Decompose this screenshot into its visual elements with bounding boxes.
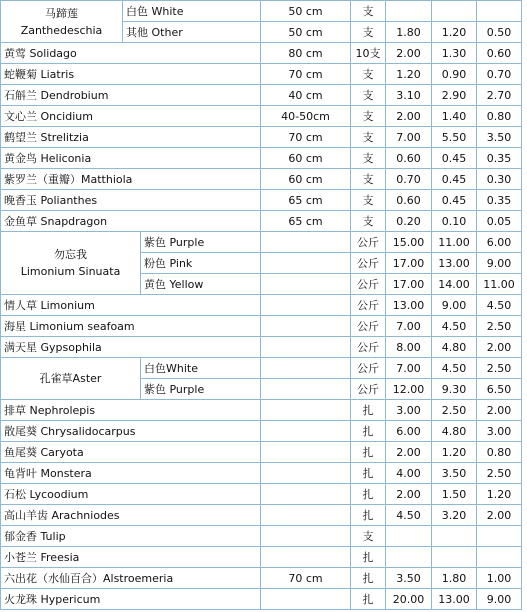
price-cell: 3.50 xyxy=(386,568,432,589)
price-cell: 2.50 xyxy=(432,400,477,421)
price-cell: 2.00 xyxy=(386,43,432,64)
price-cell: 0.90 xyxy=(432,64,477,85)
price-cell: 0.60 xyxy=(477,43,522,64)
table-row xyxy=(1,211,522,232)
price-cell xyxy=(432,547,477,568)
price-cell: 7.00 xyxy=(386,316,432,337)
size-cell xyxy=(261,400,351,421)
unit-cell: 支 xyxy=(351,211,386,232)
size-cell xyxy=(261,526,351,547)
variety-cell: 白色 White xyxy=(123,1,261,22)
unit-cell: 扎 xyxy=(351,568,386,589)
price-cell: 1.20 xyxy=(477,484,522,505)
price-cell: 4.50 xyxy=(432,316,477,337)
product-name-cell: 黄莺 Solidago xyxy=(1,43,261,64)
price-cell xyxy=(386,1,432,22)
size-cell xyxy=(261,232,351,253)
price-cell: 13.00 xyxy=(432,253,477,274)
price-cell: 0.35 xyxy=(477,148,522,169)
price-cell: 11.00 xyxy=(432,232,477,253)
table-row xyxy=(1,64,522,85)
size-cell xyxy=(261,274,351,295)
size-cell xyxy=(261,253,351,274)
size-cell xyxy=(261,421,351,442)
product-name-cell: 石斛兰 Dendrobium xyxy=(1,85,261,106)
price-cell: 9.00 xyxy=(432,295,477,316)
table-row xyxy=(1,169,522,190)
product-name-cell: 六出花（水仙百合）Alstroemeria xyxy=(1,568,261,589)
table-row xyxy=(1,127,522,148)
price-cell: 11.00 xyxy=(477,274,522,295)
product-name-cell: 高山羊齿 Arachniodes xyxy=(1,505,261,526)
table-row xyxy=(1,547,522,568)
unit-cell: 公斤 xyxy=(351,232,386,253)
unit-cell: 公斤 xyxy=(351,253,386,274)
unit-cell: 扎 xyxy=(351,547,386,568)
product-name-cell: 石松 Lycoodium xyxy=(1,484,261,505)
product-name-cell: 鱼尾葵 Caryota xyxy=(1,442,261,463)
price-cell: 0.60 xyxy=(386,190,432,211)
unit-cell: 公斤 xyxy=(351,274,386,295)
size-cell xyxy=(261,547,351,568)
table-row xyxy=(1,526,522,547)
price-cell: 1.00 xyxy=(477,568,522,589)
price-cell: 12.00 xyxy=(386,379,432,400)
table-row xyxy=(1,1,522,22)
price-cell: 15.00 xyxy=(386,232,432,253)
size-cell xyxy=(261,484,351,505)
unit-cell: 扎 xyxy=(351,505,386,526)
price-cell xyxy=(477,547,522,568)
price-cell: 0.70 xyxy=(386,169,432,190)
price-cell: 3.00 xyxy=(477,421,522,442)
unit-cell: 扎 xyxy=(351,484,386,505)
price-cell: 6.50 xyxy=(477,379,522,400)
table-row xyxy=(1,337,522,358)
price-cell: 0.80 xyxy=(477,442,522,463)
price-cell: 0.45 xyxy=(432,169,477,190)
product-name-cell: 晚香玉 Polianthes xyxy=(1,190,261,211)
price-cell: 1.80 xyxy=(386,22,432,43)
price-cell: 9.00 xyxy=(477,589,522,610)
unit-cell: 扎 xyxy=(351,400,386,421)
size-cell xyxy=(261,589,351,610)
size-cell: 70 cm xyxy=(261,127,351,148)
product-name-cell: 小苍兰 Freesia xyxy=(1,547,261,568)
price-cell: 4.50 xyxy=(477,295,522,316)
price-cell: 0.30 xyxy=(477,169,522,190)
variety-cell: 紫色 Purple xyxy=(141,379,261,400)
table-row xyxy=(1,589,522,610)
price-cell: 3.00 xyxy=(386,400,432,421)
unit-cell: 支 xyxy=(351,22,386,43)
product-name-cell: 文心兰 Oncidium xyxy=(1,106,261,127)
product-name-cell: 蛇鞭菊 Liatris xyxy=(1,64,261,85)
price-cell: 4.00 xyxy=(386,463,432,484)
price-cell: 2.00 xyxy=(386,442,432,463)
price-cell xyxy=(432,1,477,22)
table-row xyxy=(1,400,522,421)
unit-cell: 支 xyxy=(351,1,386,22)
table-row xyxy=(1,505,522,526)
unit-cell: 支 xyxy=(351,190,386,211)
price-cell: 7.00 xyxy=(386,358,432,379)
price-cell: 1.40 xyxy=(432,106,477,127)
product-name-cell: 火龙珠 Hypericum xyxy=(1,589,261,610)
product-name-cell: 满天星 Gypsophila xyxy=(1,337,261,358)
table-row xyxy=(1,568,522,589)
variety-cell: 白色White xyxy=(141,358,261,379)
unit-cell: 支 xyxy=(351,127,386,148)
price-cell: 6.00 xyxy=(477,232,522,253)
product-name-cell: 排草 Nephrolepis xyxy=(1,400,261,421)
table-row xyxy=(1,190,522,211)
price-cell: 1.20 xyxy=(432,22,477,43)
price-cell: 2.00 xyxy=(477,337,522,358)
unit-cell: 公斤 xyxy=(351,316,386,337)
price-cell: 7.00 xyxy=(386,127,432,148)
product-name-cell: 孔雀草Aster xyxy=(1,358,141,400)
size-cell: 65 cm xyxy=(261,190,351,211)
table-row xyxy=(1,295,522,316)
price-cell: 3.50 xyxy=(477,127,522,148)
price-cell: 2.00 xyxy=(386,106,432,127)
price-cell: 8.00 xyxy=(386,337,432,358)
unit-cell: 公斤 xyxy=(351,295,386,316)
size-cell: 65 cm xyxy=(261,211,351,232)
price-cell: 1.30 xyxy=(432,43,477,64)
price-cell: 13.00 xyxy=(432,589,477,610)
price-cell: 4.50 xyxy=(386,505,432,526)
price-cell: 0.60 xyxy=(386,148,432,169)
unit-cell: 支 xyxy=(351,106,386,127)
size-cell xyxy=(261,463,351,484)
table-row xyxy=(1,421,522,442)
price-cell xyxy=(386,547,432,568)
price-cell: 1.20 xyxy=(432,442,477,463)
product-name-cell: 散尾葵 Chrysalidocarpus xyxy=(1,421,261,442)
table-row xyxy=(1,43,522,64)
size-cell xyxy=(261,295,351,316)
price-cell: 2.00 xyxy=(477,400,522,421)
product-name-cell: 海星 Limonium seafoam xyxy=(1,316,261,337)
price-cell: 0.80 xyxy=(477,106,522,127)
table-row xyxy=(1,484,522,505)
size-cell xyxy=(261,337,351,358)
price-cell: 1.50 xyxy=(432,484,477,505)
table-row xyxy=(1,316,522,337)
price-cell: 2.50 xyxy=(477,316,522,337)
unit-cell: 支 xyxy=(351,64,386,85)
variety-cell: 黄色 Yellow xyxy=(141,274,261,295)
product-name-cell: 情人草 Limonium xyxy=(1,295,261,316)
price-cell xyxy=(386,526,432,547)
table-row xyxy=(1,442,522,463)
price-cell: 0.10 xyxy=(432,211,477,232)
unit-cell: 扎 xyxy=(351,463,386,484)
size-cell: 70 cm xyxy=(261,64,351,85)
price-cell: 4.80 xyxy=(432,421,477,442)
table-row xyxy=(1,85,522,106)
unit-cell: 扎 xyxy=(351,442,386,463)
variety-cell: 紫色 Purple xyxy=(141,232,261,253)
unit-cell: 公斤 xyxy=(351,379,386,400)
unit-cell: 扎 xyxy=(351,589,386,610)
price-cell: 13.00 xyxy=(386,295,432,316)
product-name-cell: 紫罗兰（重瓣）Matthiola xyxy=(1,169,261,190)
price-cell: 1.20 xyxy=(386,64,432,85)
price-cell: 2.70 xyxy=(477,85,522,106)
price-cell: 17.00 xyxy=(386,253,432,274)
price-cell xyxy=(477,1,522,22)
size-cell: 70 cm xyxy=(261,568,351,589)
variety-cell: 其他 Other xyxy=(123,22,261,43)
unit-cell: 公斤 xyxy=(351,337,386,358)
price-cell: 0.70 xyxy=(477,64,522,85)
table-row xyxy=(1,463,522,484)
price-cell: 0.45 xyxy=(432,190,477,211)
price-cell: 1.80 xyxy=(432,568,477,589)
size-cell: 60 cm xyxy=(261,148,351,169)
price-cell: 0.05 xyxy=(477,211,522,232)
price-cell: 0.45 xyxy=(432,148,477,169)
price-cell: 5.50 xyxy=(432,127,477,148)
table-row xyxy=(1,232,522,253)
unit-cell: 支 xyxy=(351,85,386,106)
product-name-cell: 勿忘我 Limonium Sinuata xyxy=(1,232,141,295)
size-cell: 40-50cm xyxy=(261,106,351,127)
price-cell: 9.30 xyxy=(432,379,477,400)
size-cell xyxy=(261,442,351,463)
price-cell: 20.00 xyxy=(386,589,432,610)
unit-cell: 扎 xyxy=(351,421,386,442)
table-row xyxy=(1,148,522,169)
price-cell: 3.50 xyxy=(432,463,477,484)
price-cell: 4.50 xyxy=(432,358,477,379)
product-name-cell: 黄金鸟 Heliconia xyxy=(1,148,261,169)
table-row xyxy=(1,358,522,379)
price-cell: 6.00 xyxy=(386,421,432,442)
price-cell: 4.80 xyxy=(432,337,477,358)
price-cell: 2.50 xyxy=(477,358,522,379)
price-cell: 3.10 xyxy=(386,85,432,106)
price-cell: 2.90 xyxy=(432,85,477,106)
price-cell: 2.50 xyxy=(477,463,522,484)
price-cell: 17.00 xyxy=(386,274,432,295)
product-name-cell: 郁金香 Tulip xyxy=(1,526,261,547)
unit-cell: 支 xyxy=(351,148,386,169)
price-cell: 9.00 xyxy=(477,253,522,274)
unit-cell: 支 xyxy=(351,526,386,547)
price-cell: 3.20 xyxy=(432,505,477,526)
size-cell: 60 cm xyxy=(261,169,351,190)
size-cell xyxy=(261,316,351,337)
price-cell: 2.00 xyxy=(477,505,522,526)
product-name-cell: 鹤望兰 Strelitzia xyxy=(1,127,261,148)
product-name-cell: 马蹄莲 Zanthedeschia xyxy=(1,1,123,43)
unit-cell: 公斤 xyxy=(351,358,386,379)
unit-cell: 10支 xyxy=(351,43,386,64)
size-cell xyxy=(261,379,351,400)
product-name-cell: 金鱼草 Snapdragon xyxy=(1,211,261,232)
product-name-cell: 龟背叶 Monstera xyxy=(1,463,261,484)
unit-cell: 支 xyxy=(351,169,386,190)
price-cell: 0.20 xyxy=(386,211,432,232)
price-cell: 0.35 xyxy=(477,190,522,211)
price-cell xyxy=(477,526,522,547)
size-cell: 50 cm xyxy=(261,22,351,43)
size-cell: 50 cm xyxy=(261,1,351,22)
price-cell xyxy=(432,526,477,547)
variety-cell: 粉色 Pink xyxy=(141,253,261,274)
table-row xyxy=(1,106,522,127)
price-cell: 14.00 xyxy=(432,274,477,295)
size-cell: 80 cm xyxy=(261,43,351,64)
size-cell xyxy=(261,505,351,526)
size-cell xyxy=(261,358,351,379)
price-cell: 2.00 xyxy=(386,484,432,505)
price-cell: 0.50 xyxy=(477,22,522,43)
size-cell: 40 cm xyxy=(261,85,351,106)
